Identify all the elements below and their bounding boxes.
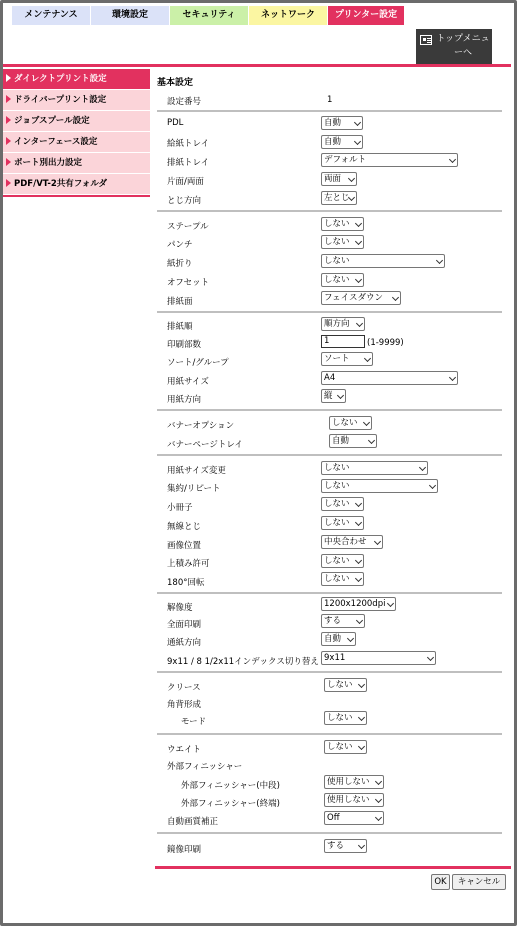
ext-finisher-mid-select[interactable]: 使用しない: [324, 775, 384, 789]
chevron-down-icon: [449, 374, 456, 381]
sidebar-bottom-line: [3, 195, 150, 197]
paper-tray-label: 給紙トレイ: [167, 139, 210, 149]
chevron-down-icon: [387, 600, 394, 607]
cancel-button[interactable]: キャンセル: [452, 874, 506, 890]
feed-direction-select[interactable]: 自動: [321, 632, 356, 646]
image-position-select[interactable]: 中央合わせ: [321, 535, 383, 549]
sidebar-item-driver-print[interactable]: [3, 90, 150, 111]
chevron-down-icon: [355, 519, 362, 526]
banner-tray-label: バナーページトレイ: [167, 440, 243, 450]
index-switch-select[interactable]: 9x11: [321, 651, 436, 665]
banner-tray-select[interactable]: 自動: [329, 434, 377, 448]
stacking-label: 上積み許可: [167, 559, 210, 569]
feed-direction-label: 通紙方向: [167, 638, 202, 648]
paper-size-label: 用紙サイズ: [167, 377, 209, 387]
mode-label: モード: [181, 717, 207, 727]
punch-select[interactable]: しない: [321, 235, 364, 249]
rotate-label: 180°回転: [167, 578, 205, 588]
divider: [157, 832, 502, 834]
tab-printer-settings[interactable]: プリンター設定: [328, 6, 404, 25]
combine-select[interactable]: しない: [321, 479, 438, 493]
chevron-down-icon: [358, 842, 365, 849]
sort-group-select[interactable]: ソート: [321, 352, 373, 366]
paper-tray-select[interactable]: 自動: [321, 135, 363, 149]
crease-label: クリース: [167, 683, 201, 693]
copies-input[interactable]: 1: [321, 335, 365, 348]
chevron-down-icon: [449, 156, 456, 163]
orientation-label: 用紙方向: [167, 395, 202, 405]
duplex-select[interactable]: 両面: [321, 172, 357, 186]
chevron-down-icon: [375, 778, 382, 785]
chevron-down-icon: [354, 138, 361, 145]
chevron-down-icon: [348, 175, 355, 182]
ext-finisher-end-label: 外部フィニッシャー(終端): [181, 799, 280, 809]
sidebar-item-direct-print[interactable]: [3, 69, 150, 90]
setting-number-label: 設定番号: [167, 97, 202, 107]
chevron-down-icon: [355, 220, 362, 227]
section-title: 基本設定: [157, 78, 194, 88]
sidebar-item-label: インターフェース設定: [14, 137, 98, 147]
sidebar-item-label: ダイレクトプリント設定: [14, 74, 107, 84]
chevron-down-icon: [375, 796, 382, 803]
banner-option-label: バナーオプション: [167, 421, 235, 431]
output-order-label: 排紙順: [167, 322, 193, 332]
resolution-label: 解像度: [167, 603, 193, 613]
chevron-down-icon: [337, 392, 344, 399]
sidebar-item-label: ドライバープリント設定: [14, 95, 107, 105]
chevron-down-icon: [355, 557, 362, 564]
ext-finisher-label: 外部フィニッシャー: [167, 762, 243, 772]
tab-network[interactable]: ネットワーク: [249, 6, 327, 25]
wait-label: ウエイト: [167, 745, 202, 755]
combine-label: 集約/リピート: [167, 484, 221, 494]
triangle-icon: [6, 137, 11, 145]
output-tray-label: 排紙トレイ: [167, 158, 210, 168]
tab-maintenance[interactable]: メンテナンス: [12, 6, 90, 25]
size-change-select[interactable]: しない: [321, 461, 428, 475]
staple-select[interactable]: しない: [321, 217, 364, 231]
chevron-down-icon: [355, 276, 362, 283]
sidebar-item-label: PDF/VT-2共有フォルダ: [14, 179, 108, 189]
output-face-select[interactable]: フェイスダウン: [321, 291, 401, 305]
tab-environment-settings[interactable]: 環境設定: [91, 6, 169, 25]
chevron-down-icon: [363, 419, 370, 426]
setting-number-value: 1: [327, 95, 333, 105]
chevron-down-icon: [355, 238, 362, 245]
mirror-label: 鏡像印刷: [167, 845, 202, 855]
booklet-label: 小冊子: [167, 503, 193, 513]
chevron-down-icon: [356, 320, 363, 327]
triangle-icon: [6, 116, 11, 124]
divider: [157, 592, 502, 594]
mirror-select[interactable]: する: [324, 839, 367, 853]
full-print-select[interactable]: する: [321, 614, 365, 628]
chevron-down-icon: [354, 119, 361, 126]
divider: [157, 409, 502, 411]
chevron-down-icon: [368, 437, 375, 444]
chevron-down-icon: [427, 654, 434, 661]
chevron-down-icon: [429, 482, 436, 489]
triangle-icon: [6, 179, 11, 187]
chevron-down-icon: [358, 714, 365, 721]
wait-select[interactable]: しない: [324, 740, 367, 754]
sidebar-item-interface[interactable]: [3, 132, 150, 153]
triangle-icon: [6, 158, 11, 166]
top-menu-label: トップメニューへ: [436, 34, 490, 58]
divider: [157, 454, 502, 456]
binding-select[interactable]: 左とじ: [321, 191, 357, 205]
output-tray-select[interactable]: デフォルト: [321, 153, 458, 167]
auto-quality-select[interactable]: Off: [324, 811, 384, 825]
stacking-select[interactable]: しない: [321, 554, 364, 568]
banner-option-select[interactable]: しない: [329, 416, 372, 430]
sidebar-item-job-spool[interactable]: [3, 111, 150, 132]
ext-finisher-end-select[interactable]: 使用しない: [324, 793, 384, 807]
chevron-down-icon: [375, 814, 382, 821]
chevron-down-icon: [358, 743, 365, 750]
size-change-label: 用紙サイズ変更: [167, 466, 226, 476]
header-divider: [3, 64, 511, 67]
booklet-select[interactable]: しない: [321, 497, 364, 511]
divider: [157, 733, 502, 735]
tab-security[interactable]: セキュリティ: [170, 6, 248, 25]
triangle-icon: [6, 74, 11, 82]
divider: [157, 671, 502, 673]
chevron-down-icon: [356, 617, 363, 624]
divider: [157, 110, 502, 112]
sidebar-item-label: ポート別出力設定: [14, 158, 83, 168]
perfect-bind-label: 無線とじ: [167, 522, 202, 532]
output-order-select[interactable]: 順方向: [321, 317, 365, 331]
corner-forming-label: 角背形成: [167, 700, 202, 710]
chevron-down-icon: [392, 294, 399, 301]
chevron-down-icon: [374, 538, 381, 545]
ok-button[interactable]: OK: [431, 874, 450, 890]
pdl-select[interactable]: 自動: [321, 116, 363, 130]
binding-label: とじ方向: [167, 196, 202, 206]
sidebar-item-label: ジョブスプール設定: [14, 116, 90, 126]
chevron-down-icon: [347, 635, 354, 642]
sidebar-item-port-output[interactable]: [3, 153, 150, 174]
full-print-label: 全面印刷: [167, 620, 202, 630]
ext-finisher-mid-label: 外部フィニッシャー(中段): [181, 781, 280, 791]
paper-size-select[interactable]: A4: [321, 371, 458, 385]
auto-quality-label: 自動画質補正: [167, 817, 219, 827]
sidebar: [3, 69, 150, 197]
perfect-bind-select[interactable]: しない: [321, 516, 364, 530]
sidebar-item-pdfvt2-folder[interactable]: [3, 174, 150, 195]
orientation-select[interactable]: 縦: [321, 389, 346, 403]
chevron-down-icon: [358, 681, 365, 688]
chevron-down-icon: [436, 257, 443, 264]
index-switch-label: 9x11 / 8 1/2x11インデックス切り替え: [167, 657, 319, 667]
chevron-down-icon: [419, 464, 426, 471]
footer-divider: [155, 866, 511, 869]
offset-select[interactable]: しない: [321, 273, 364, 287]
divider: [157, 210, 502, 212]
copies-label: 印刷部数: [167, 340, 202, 350]
triangle-icon: [6, 95, 11, 103]
mode-select[interactable]: しない: [324, 711, 367, 725]
top-menu-button[interactable]: [416, 29, 492, 64]
rotate-select[interactable]: しない: [321, 572, 364, 586]
crease-select[interactable]: しない: [324, 678, 367, 692]
chevron-down-icon: [364, 355, 371, 362]
duplex-label: 片面/両面: [167, 177, 204, 187]
image-position-label: 画像位置: [167, 541, 202, 551]
copies-range: (1-9999): [367, 338, 404, 348]
divider: [157, 311, 502, 313]
staple-label: ステープル: [167, 222, 209, 232]
chevron-down-icon: [355, 500, 362, 507]
fold-label: 紙折り: [167, 259, 193, 269]
punch-label: パンチ: [167, 240, 193, 250]
chevron-down-icon: [355, 575, 362, 582]
fold-select[interactable]: しない: [321, 254, 445, 268]
output-face-label: 排紙面: [167, 297, 193, 307]
offset-label: オフセット: [167, 278, 210, 288]
top-menu-icon: [420, 35, 432, 45]
sort-group-label: ソート/グループ: [167, 358, 229, 368]
resolution-select[interactable]: 1200x1200dpi: [321, 597, 396, 611]
pdl-label: PDL: [167, 118, 184, 128]
